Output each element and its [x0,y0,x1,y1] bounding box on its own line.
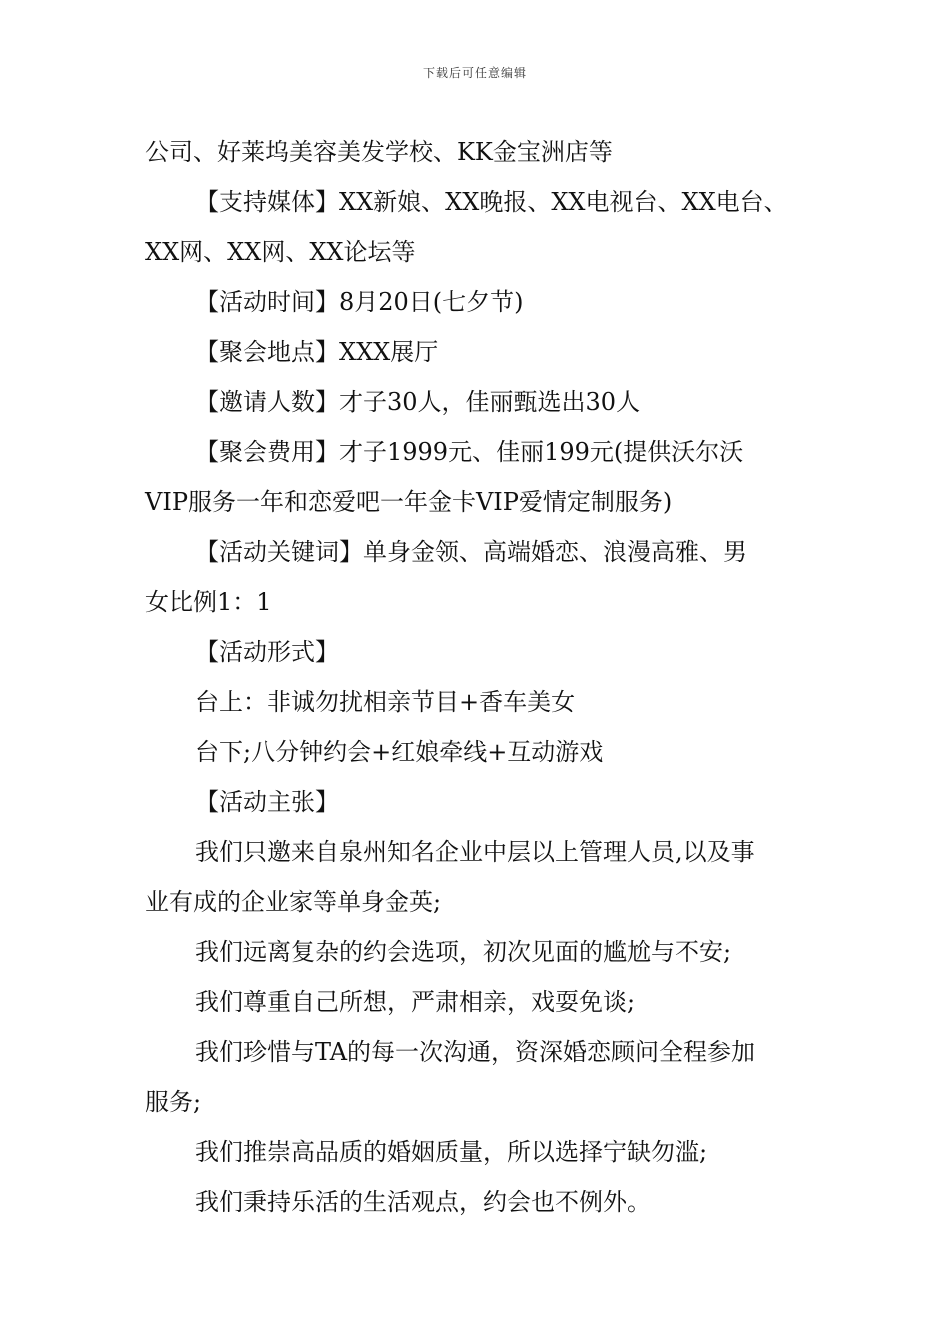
text-line: 台上：非诚勿扰相亲节目+香车美女 [195,688,576,716]
text-line: 【活动时间】8月20日(七夕节) [195,288,524,316]
text-line: 【活动形式】 [195,638,339,666]
text-line: 女比例1：1 [145,588,272,616]
text-line: 【聚会费用】才子1999元、佳丽199元(提供沃尔沃 [195,438,744,466]
text-line: 我们秉持乐活的生活观点，约会也不例外。 [195,1188,651,1216]
text-line: VIP服务一年和恋爱吧一年金卡VIP爱情定制服务) [145,488,673,516]
text-line: 公司、好莱坞美容美发学校、KK金宝洲店等 [145,138,613,166]
text-line: 业有成的企业家等单身金英; [145,888,442,916]
text-line: 【邀请人数】才子30人，佳丽甄选出30人 [195,388,641,416]
text-line: 台下;八分钟约会+红娘牵线+互动游戏 [195,738,604,766]
text-line: 【活动主张】 [195,788,339,816]
text-line: 我们远离复杂的约会选项，初次见面的尴尬与不安; [195,938,732,966]
text-line: 【聚会地点】XXX展厅 [195,338,439,366]
text-line: 【支持媒体】XX新娘、XX晚报、XX电视台、XX电台、 [195,188,788,216]
text-line: 我们珍惜与TA的每一次沟通，资深婚恋顾问全程参加 [195,1038,756,1066]
document-body [145,127,810,1227]
text-line: 我们尊重自己所想，严肃相亲，戏耍免谈; [195,988,636,1016]
text-line: 我们推崇高品质的婚姻质量，所以选择宁缺勿滥; [195,1138,708,1166]
text-line: XX网、XX网、XX论坛等 [145,238,416,266]
page-header: 下载后可任意编辑 [422,66,527,80]
text-line: 服务; [145,1088,202,1116]
text-line: 我们只邀来自泉州知名企业中层以上管理人员,以及事 [195,838,755,866]
text-line: 【活动关键词】单身金领、高端婚恋、浪漫高雅、男 [195,538,747,566]
